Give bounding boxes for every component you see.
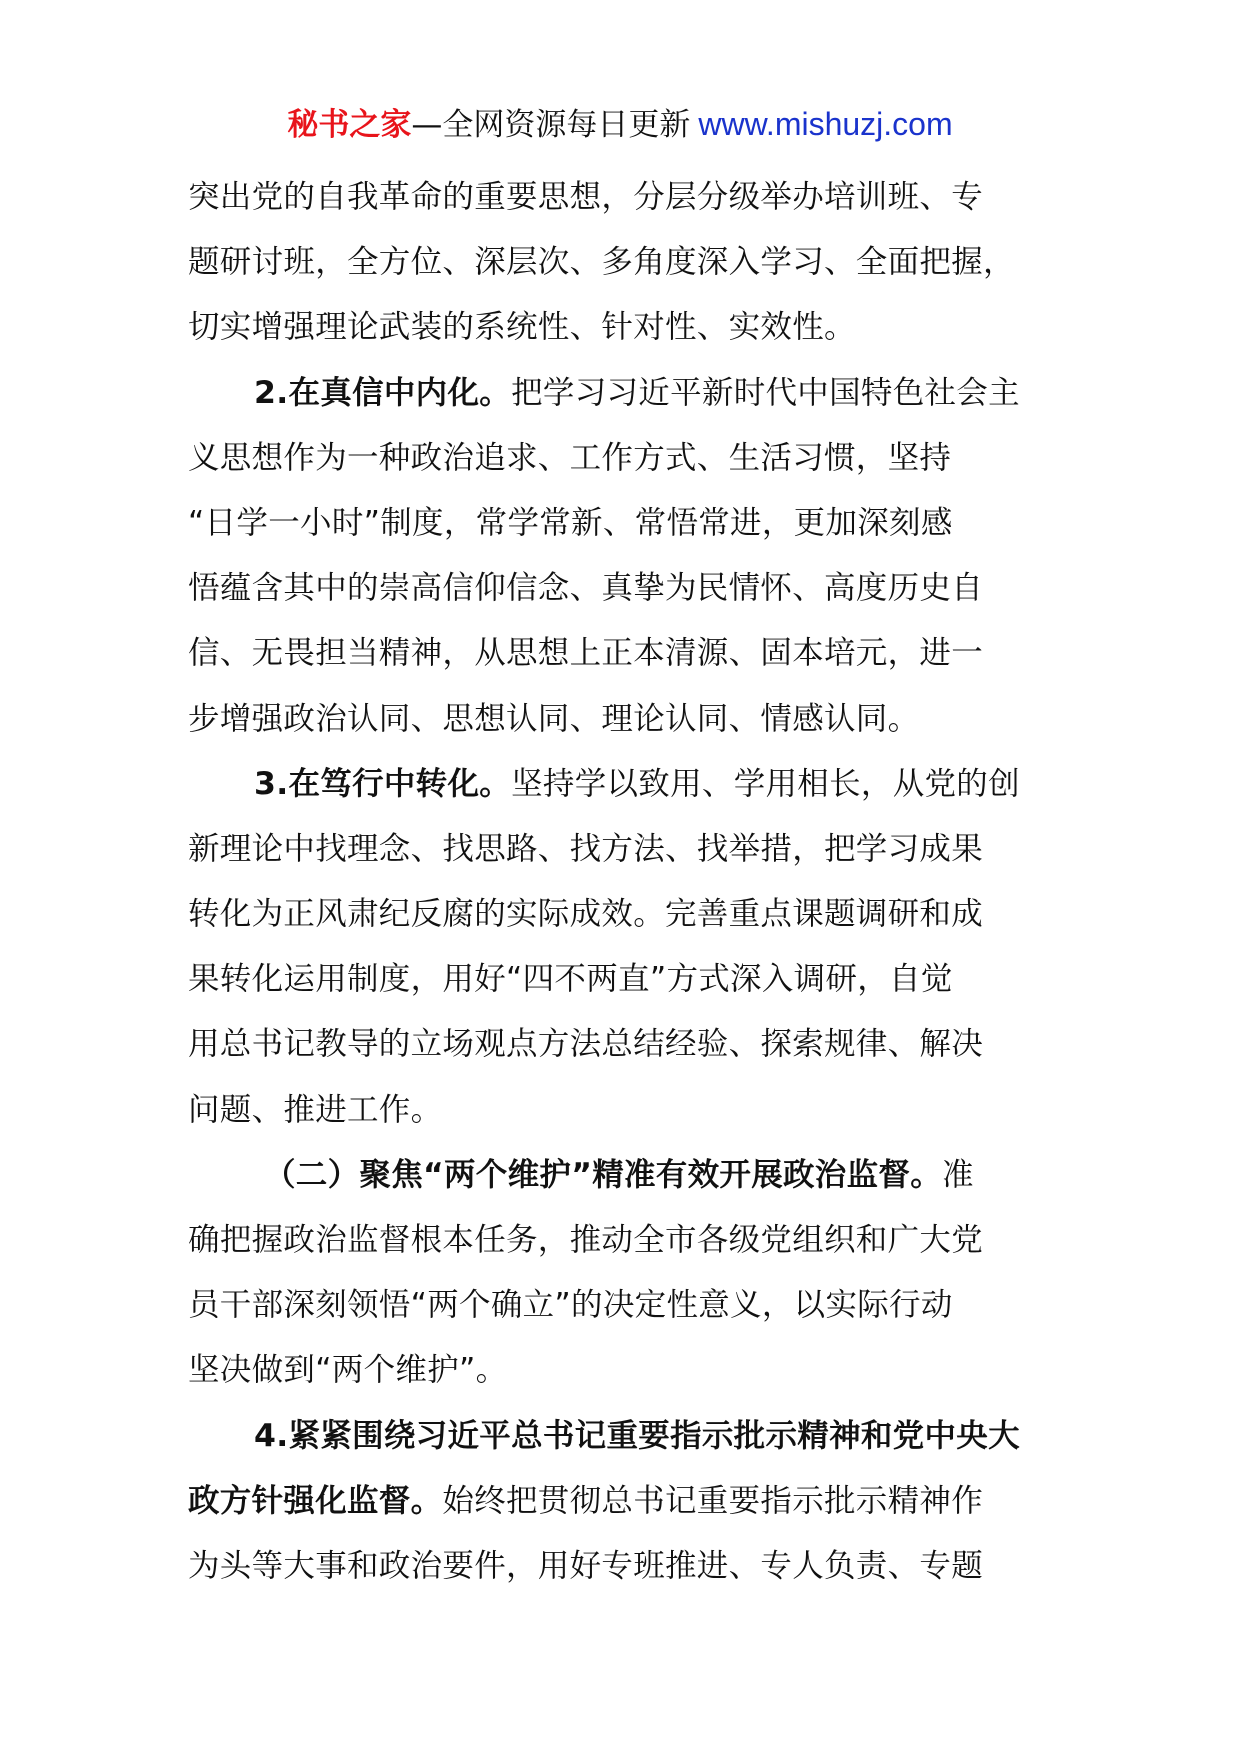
text-line: 切实增强理论武装的系统性、针对性、实效性。 (188, 309, 856, 346)
section-heading: 3.在笃行中转化。 (254, 765, 512, 802)
text-line: 义思想作为一种政治追求、工作方式、生活习惯，坚持 (188, 439, 952, 476)
text-line: 政方针强化监督。始终把贯彻总书记重要指示批示精神作 (188, 1482, 984, 1519)
text-line: 悟蕴含其中的崇高信仰信念、真挚为民情怀、高度历史自 (188, 570, 984, 607)
site-brand: 秘书之家 (287, 107, 412, 143)
chapter-heading-line: （二）聚焦“两个维护”精准有效开展政治监督。准 (264, 1156, 974, 1193)
section-heading: 4.紧紧围绕习近平总书记重要指示批示精神和党中央大 (254, 1417, 1020, 1454)
text-line: 为头等大事和政治要件，用好专班推进、专人负责、专题 (188, 1547, 984, 1584)
text-line: 果转化运用制度，用好“四不两直”方式深入调研，自觉 (188, 961, 953, 998)
site-url-link[interactable]: www.mishuzj.com (698, 106, 953, 142)
text-line: 步增强政治认同、思想认同、理论认同、情感认同。 (188, 700, 920, 737)
text-line: 信、无畏担当精神，从思想上正本清源、固本培元，进一 (188, 635, 984, 672)
document-body (188, 165, 1064, 1599)
section-heading: 2.在真信中内化。 (254, 374, 512, 411)
text-line: 新理论中找理念、找思路、找方法、找举措，把学习成果 (188, 830, 984, 867)
text-line: 用总书记教导的立场观点方法总结经验、探索规律、解决 (188, 1026, 984, 1063)
text-line: 题研讨班，全方位、深层次、多角度深入学习、全面把握， (188, 244, 1015, 281)
text-line: 问题、推进工作。 (188, 1091, 443, 1128)
text-line: “日学一小时”制度，常学常新、常悟常进，更加深刻感 (188, 504, 953, 541)
text-line: 员干部深刻领悟“两个确立”的决定性意义，以实际行动 (188, 1287, 953, 1324)
chapter-heading: （二）聚焦“两个维护”精准有效开展政治监督。 (264, 1156, 943, 1193)
text-line: 转化为正风肃纪反腐的实际成效。完善重点课题调研和成 (188, 896, 984, 933)
section-heading-line: 3.在笃行中转化。坚持学以致用、学用相长，从党的创 (254, 765, 1020, 802)
section-heading-line: 2.在真信中内化。把学习习近平新时代中国特色社会主 (254, 374, 1020, 411)
text-line: 突出党的自我革命的重要思想，分层分级举办培训班、专 (188, 179, 984, 215)
section-heading: 政方针强化监督。 (188, 1482, 443, 1519)
text-line: 确把握政治监督根本任务，推动全市各级党组织和广大党 (188, 1222, 984, 1258)
site-header (0, 100, 1240, 149)
site-tagline: —全网资源每日更新 (411, 107, 691, 143)
section-heading-line (188, 1404, 1064, 1469)
text-line: 坚决做到“两个维护”。 (188, 1352, 508, 1389)
